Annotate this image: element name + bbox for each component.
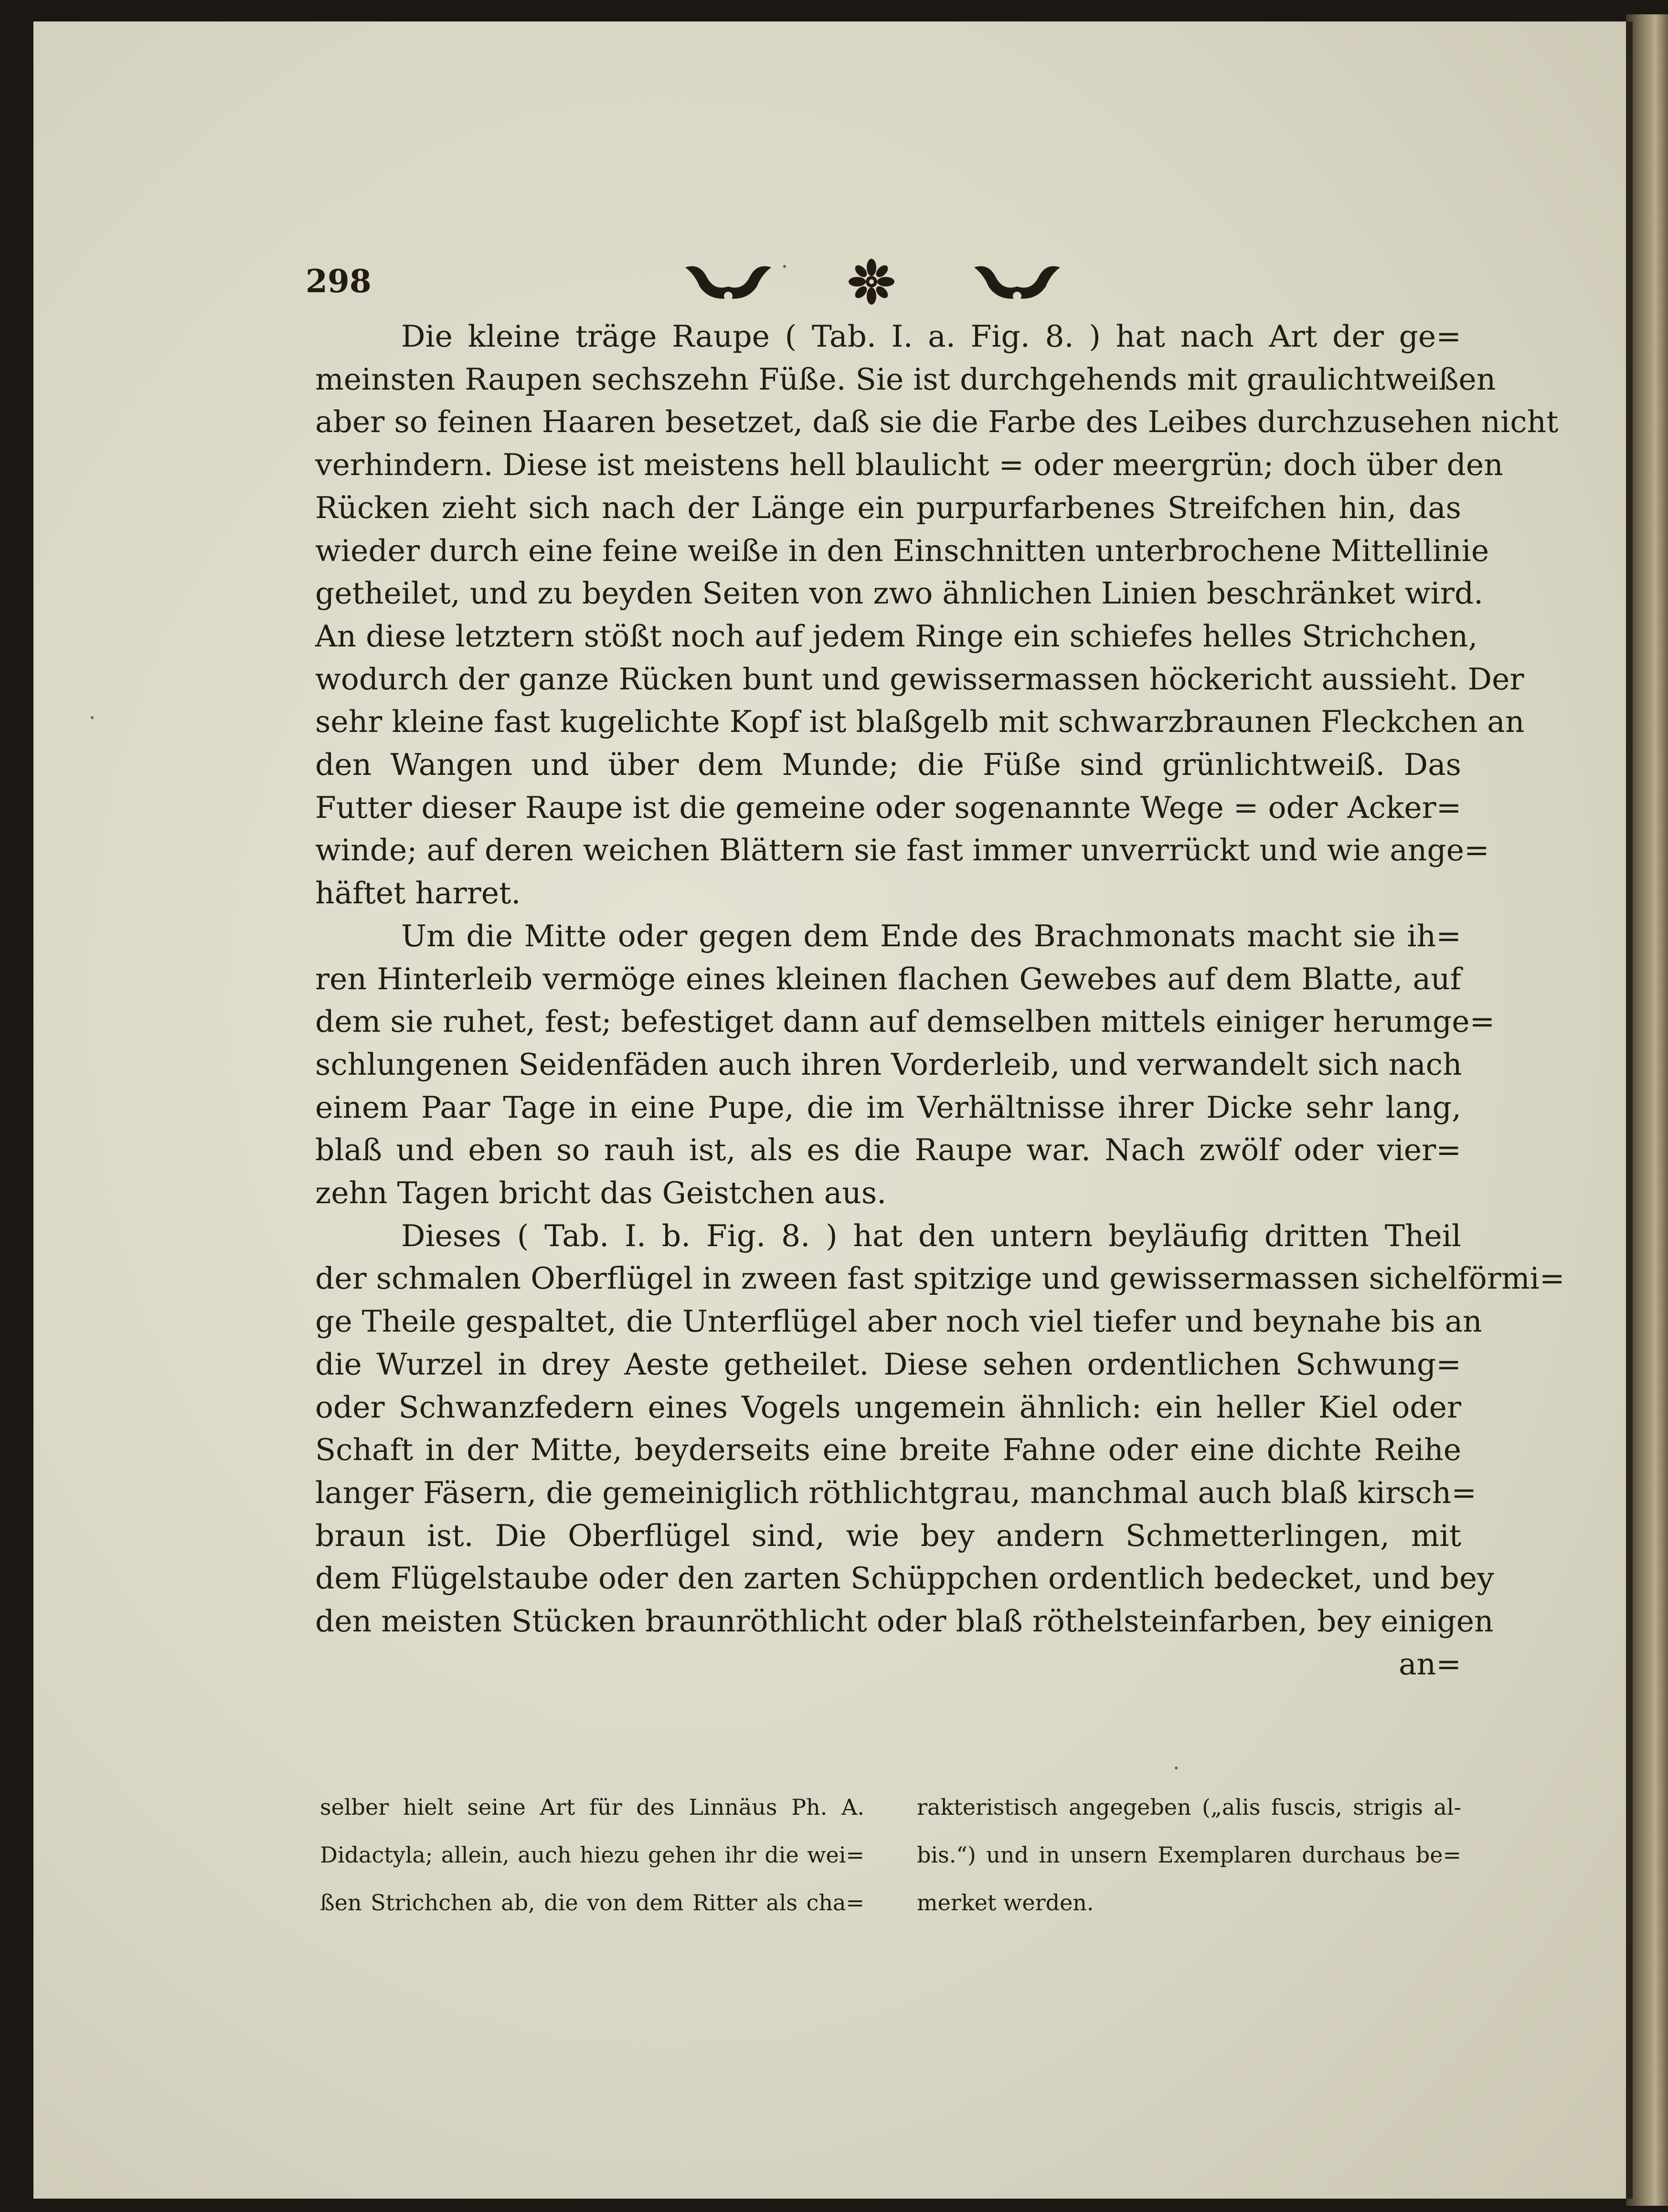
text-line: wodurch der ganze Rücken bunt und gewissermassen höckericht aussieht. Der (315, 661, 1524, 697)
text-line: getheilet, und zu beyden Seiten von zwo ähnlichen Linien beschränket wird. (315, 576, 1484, 611)
text-line: häftet harret. (315, 876, 521, 911)
text-line: die Wurzel in drey Aeste getheilet. Diese sehen ordentlichen Schwung= (315, 1346, 1461, 1382)
text-line: ren Hinterleib vermöge eines kleinen flachen Gewebes auf dem Blatte, auf (315, 961, 1461, 996)
paragraph (315, 1215, 1565, 1643)
text-line: schlungenen Seidenfäden auch ihren Vorderleib, und verwandelt sich nach (315, 1047, 1462, 1082)
text-line: dem Flügelstaube oder den zarten Schüppchen ordentlich bedecket, und bey (315, 1561, 1494, 1596)
text-line: braun ist. Die Oberflügel sind, wie bey andern Schmetterlingen, mit (315, 1518, 1461, 1553)
text-line: zehn Tagen bricht das Geistchen aus. (315, 1175, 887, 1211)
text-line: Die kleine träge Raupe ( Tab. I. a. Fig. 8. ) hat nach Art der ge= (401, 319, 1461, 354)
text-line: langer Fäsern, die gemeiniglich röthlichtgrau, manchmal auch blaß kirsch= (315, 1475, 1477, 1510)
text-line: den Wangen und über dem Munde; die Füße sind grünlichtweiß. Das (315, 747, 1461, 783)
footnote-line: selber hielt seine Art für des Linnäus Ph. A. (320, 1794, 864, 1820)
text-line: der schmalen Oberflügel in zween fast spitzige und gewissermassen sichelförmi= (315, 1261, 1565, 1296)
footnote-line: Didactyla; allein, auch hiezu gehen ihr die wei= (320, 1842, 864, 1868)
page-header (306, 258, 1523, 310)
footnote-column-right (917, 1783, 1461, 1926)
paragraph (315, 915, 1495, 1215)
paper-speck (91, 716, 94, 719)
text-line: winde; auf deren weichen Blättern sie fast immer unverrückt und wie ange= (315, 833, 1489, 868)
footnote-column-left (320, 1783, 864, 1926)
paragraph (315, 315, 1559, 915)
text-line: verhindern. Diese ist meistens hell blaulicht = oder meergrün; doch über den (315, 447, 1503, 483)
footnote-line: bis.“) und in unsern Exemplaren durchaus be= (917, 1842, 1461, 1868)
text-line: einem Paar Tage in eine Pupe, die im Verhältnisse ihrer Dicke sehr lang, (315, 1090, 1461, 1125)
text-line: den meisten Stücken braunröthlicht oder blaß röthelsteinfarben, bey einigen (315, 1604, 1494, 1639)
text-line: Schaft in der Mitte, beyderseits eine breite Fahne oder eine dichte Reihe (315, 1432, 1461, 1468)
text-line: Um die Mitte oder gegen dem Ende des Brachmonats macht sie ih= (401, 918, 1461, 953)
text-line: ge Theile gespaltet, die Unterflügel aber noch viel tiefer und beynahe bis an (315, 1304, 1482, 1339)
text-line: oder Schwanzfedern eines Vogels ungemein ähnlich: ein heller Kiel oder (315, 1389, 1461, 1425)
text-line: sehr kleine fast kugelichte Kopf ist blaßgelb mit schwarzbraunen Fleckchen an (315, 704, 1525, 740)
flourish-icon (969, 258, 1065, 306)
text-line: dem sie ruhet, fest; befestiget dann auf demselben mittels einiger herumge= (315, 1004, 1495, 1039)
rosette-icon (845, 258, 898, 306)
text-line: An diese letztern stößt noch auf jedem Ringe ein schiefes helles Strichchen, (315, 618, 1478, 654)
text-line: Dieses ( Tab. I. b. Fig. 8. ) hat den untern beyläufig dritten Theil (401, 1218, 1461, 1253)
footnote (320, 1783, 1461, 1941)
text-line: Rücken zieht sich nach der Länge ein purpurfarbenes Streifchen hin, das (315, 490, 1461, 525)
page-number: 298 (306, 263, 372, 300)
flourish-icon (680, 258, 776, 306)
footnote-line: ßen Strichchen ab, die von dem Ritter als cha= (320, 1890, 864, 1916)
footnote-line: rakteristisch angegeben („alis fuscis, strigis al- (917, 1794, 1461, 1820)
text-line: blaß und eben so rauh ist, als es die Raupe war. Nach zwölf oder vier= (315, 1132, 1461, 1168)
text-line: meinsten Raupen sechszehn Füße. Sie ist durchgehends mit graulichtweißen (315, 361, 1496, 397)
footnote-line: merket werden. (917, 1890, 1094, 1916)
paper-speck (1175, 1767, 1178, 1769)
text-line: wieder durch eine feine weiße in den Einschnitten unterbrochene Mittellinie (315, 533, 1489, 568)
text-line: aber so feinen Haaren besetzet, daß sie die Farbe des Leibes durchzusehen nicht (315, 404, 1559, 440)
body-text (315, 315, 1565, 1686)
text-line: Futter dieser Raupe ist die gemeine oder sogenannte Wege = oder Acker= (315, 790, 1462, 825)
catchword: an= (1399, 1646, 1461, 1682)
